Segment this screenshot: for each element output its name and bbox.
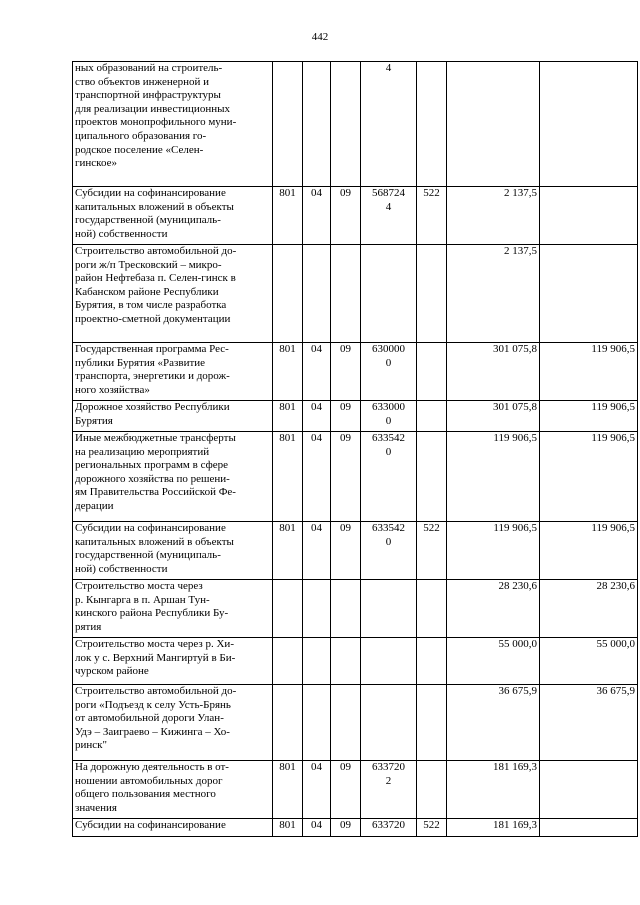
subsection-code-cell: 09 xyxy=(331,432,361,522)
amount-cell-1: 181 169,3 xyxy=(447,819,540,837)
expense-type-cell: 522 xyxy=(417,819,447,837)
grbs-code-cell: 801 xyxy=(273,401,303,432)
expense-type-cell xyxy=(417,62,447,187)
target-article-line: 4 xyxy=(385,62,392,74)
item-name-line: от автомобильной дороги Улан- xyxy=(75,712,224,725)
target-article-line: 568724 xyxy=(372,187,405,199)
item-name-line: государственной (муниципаль- xyxy=(75,549,221,562)
grbs-code-cell: 801 xyxy=(273,432,303,522)
item-name-line: проектно-сметной документации xyxy=(75,312,231,325)
page-number: 442 xyxy=(311,31,329,43)
target-article-cell xyxy=(361,187,417,245)
grbs-code-cell: 801 xyxy=(273,761,303,819)
subsection-code-cell xyxy=(331,245,361,343)
item-name-line: Строительство автомобильной до- xyxy=(75,685,237,697)
amount-cell-1: 36 675,9 xyxy=(447,685,540,761)
item-name-line: роги ж/п Тресковский – микро- xyxy=(75,258,222,271)
grbs-code-cell: 801 xyxy=(273,819,303,837)
item-name-line: региональных программ в сфере xyxy=(75,459,228,472)
table-row xyxy=(73,685,638,761)
item-name-line: Субсидии на софинансирование xyxy=(75,522,226,534)
section-code-cell xyxy=(303,685,331,761)
section-code-cell xyxy=(303,245,331,343)
item-name-line: Субсидии на софинансирование xyxy=(75,187,226,199)
subsection-code-cell: 09 xyxy=(331,522,361,580)
item-name-cell xyxy=(73,432,273,522)
amount-cell-2: 119 906,5 xyxy=(540,401,638,432)
target-article-cell xyxy=(361,580,417,638)
item-name-line: Государственная программа Рес- xyxy=(75,343,229,355)
grbs-code-cell: 801 xyxy=(273,343,303,401)
item-name-line: ной) собственности xyxy=(75,227,168,240)
target-article-cell xyxy=(361,401,417,432)
target-article-line: 633000 xyxy=(372,401,405,413)
item-name-line: Дорожное хозяйство Республики xyxy=(75,401,230,413)
item-name-line: транспорта, энергетики и дорож- xyxy=(75,370,230,383)
subsection-code-cell: 09 xyxy=(331,401,361,432)
amount-cell-1 xyxy=(447,62,540,187)
expense-type-cell xyxy=(417,245,447,343)
amount-cell-2: 36 675,9 xyxy=(540,685,638,761)
item-name-cell xyxy=(73,638,273,685)
item-name-line: рятия xyxy=(75,620,102,633)
amount-cell-1: 301 075,8 xyxy=(447,401,540,432)
item-name-cell xyxy=(73,761,273,819)
item-name-line: Удэ – Заиграево – Кижинга – Хо- xyxy=(75,725,230,738)
item-name-line: гинское» xyxy=(75,157,117,170)
target-article-line: 2 xyxy=(385,774,392,787)
amount-cell-1: 119 906,5 xyxy=(447,432,540,522)
item-name-cell xyxy=(73,187,273,245)
item-name-line: ношении автомобильных дорог xyxy=(75,774,223,787)
item-name-line: Бурятия, в том числе разработка xyxy=(75,299,227,312)
grbs-code-cell xyxy=(273,580,303,638)
target-article-cell xyxy=(361,761,417,819)
item-name-cell xyxy=(73,343,273,401)
expense-type-cell xyxy=(417,685,447,761)
grbs-code-cell: 801 xyxy=(273,522,303,580)
item-name-line: район Нефтебаза п. Селен-гинск в xyxy=(75,272,236,285)
subsection-code-cell xyxy=(331,638,361,685)
budget-table xyxy=(72,61,638,837)
section-code-cell: 04 xyxy=(303,401,331,432)
section-code-cell: 04 xyxy=(303,819,331,837)
subsection-code-cell: 09 xyxy=(331,819,361,837)
grbs-code-cell xyxy=(273,685,303,761)
subsection-code-cell xyxy=(331,62,361,187)
item-name-line: Бурятия xyxy=(75,414,113,427)
subsection-code-cell: 09 xyxy=(331,761,361,819)
grbs-code-cell xyxy=(273,62,303,187)
expense-type-cell xyxy=(417,432,447,522)
target-article-line: 633720 xyxy=(372,761,405,773)
target-article-cell xyxy=(361,685,417,761)
item-name-cell xyxy=(73,819,273,837)
item-name-line: дерации xyxy=(75,499,114,512)
item-name-cell xyxy=(73,580,273,638)
expense-type-cell xyxy=(417,638,447,685)
item-name-line: ринск" xyxy=(75,739,107,752)
item-name-cell xyxy=(73,245,273,343)
item-name-line: Кабанском районе Республики xyxy=(75,285,219,298)
subsection-code-cell xyxy=(331,580,361,638)
amount-cell-2: 55 000,0 xyxy=(540,638,638,685)
grbs-code-cell xyxy=(273,638,303,685)
target-article-cell xyxy=(361,245,417,343)
amount-cell-1: 2 137,5 xyxy=(447,187,540,245)
target-article-line: 0 xyxy=(385,414,392,427)
item-name-line: Строительство автомобильной до- xyxy=(75,245,237,257)
target-article-line: 4 xyxy=(385,200,392,213)
item-name-line: дорожного хозяйства по решени- xyxy=(75,472,230,485)
section-code-cell: 04 xyxy=(303,522,331,580)
amount-cell-2: 119 906,5 xyxy=(540,522,638,580)
item-name-line: роги «Подъезд к селу Усть-Брянь xyxy=(75,698,231,711)
item-name-line: лок у с. Верхний Мангиртуй в Би- xyxy=(75,651,236,664)
item-name-cell xyxy=(73,522,273,580)
target-article-line: 0 xyxy=(385,445,392,458)
target-article-cell xyxy=(361,638,417,685)
item-name-line: ного хозяйства» xyxy=(75,383,150,396)
table-row xyxy=(73,819,638,837)
item-name-line: проектов монопрофильного муни- xyxy=(75,116,237,129)
table-row xyxy=(73,187,638,245)
amount-cell-2: 28 230,6 xyxy=(540,580,638,638)
table-row xyxy=(73,62,638,187)
item-name-line: государственной (муниципаль- xyxy=(75,214,221,227)
amount-cell-1: 28 230,6 xyxy=(447,580,540,638)
item-name-line: кинского района Республики Бу- xyxy=(75,607,229,620)
subsection-code-cell: 09 xyxy=(331,187,361,245)
item-name-cell xyxy=(73,401,273,432)
item-name-line: ных образований на строитель- xyxy=(75,62,223,74)
amount-cell-2 xyxy=(540,62,638,187)
item-name-line: На дорожную деятельность в от- xyxy=(75,761,229,773)
section-code-cell xyxy=(303,638,331,685)
expense-type-cell: 522 xyxy=(417,522,447,580)
table-row xyxy=(73,245,638,343)
table-row xyxy=(73,401,638,432)
table-row xyxy=(73,522,638,580)
item-name-line: Строительство моста через р. Хи- xyxy=(75,638,234,650)
amount-cell-1: 301 075,8 xyxy=(447,343,540,401)
section-code-cell: 04 xyxy=(303,343,331,401)
target-article-line: 633542 xyxy=(372,432,405,444)
target-article-line: 630000 xyxy=(372,343,405,355)
item-name-line: капитальных вложений в объекты xyxy=(75,200,234,213)
target-article-cell xyxy=(361,62,417,187)
expense-type-cell xyxy=(417,761,447,819)
item-name-line: на реализацию мероприятий xyxy=(75,445,210,458)
amount-cell-1: 181 169,3 xyxy=(447,761,540,819)
amount-cell-2 xyxy=(540,187,638,245)
item-name-line: капитальных вложений в объекты xyxy=(75,535,234,548)
amount-cell-1: 119 906,5 xyxy=(447,522,540,580)
item-name-line: р. Кынгарга в п. Аршан Тун- xyxy=(75,593,210,606)
target-article-line: 0 xyxy=(385,356,392,369)
grbs-code-cell: 801 xyxy=(273,187,303,245)
item-name-line: транспортной инфраструктуры xyxy=(75,89,221,102)
item-name-line: значения xyxy=(75,801,117,814)
item-name-line: Строительство моста через xyxy=(75,580,203,592)
table-row xyxy=(73,761,638,819)
expense-type-cell xyxy=(417,401,447,432)
item-name-line: для реализации инвестиционных xyxy=(75,102,230,115)
item-name-line: ям Правительства Российской Фе- xyxy=(75,486,236,499)
subsection-code-cell: 09 xyxy=(331,343,361,401)
target-article-line: 633542 xyxy=(372,522,405,534)
item-name-line: чурском районе xyxy=(75,665,149,678)
item-name-line: публики Бурятия «Развитие xyxy=(75,356,206,369)
expense-type-cell xyxy=(417,580,447,638)
item-name-cell xyxy=(73,62,273,187)
target-article-line: 633720 xyxy=(372,819,405,831)
amount-cell-2: 119 906,5 xyxy=(540,432,638,522)
section-code-cell xyxy=(303,62,331,187)
amount-cell-2 xyxy=(540,245,638,343)
item-name-line: Иные межбюджетные трансферты xyxy=(75,432,236,444)
target-article-cell xyxy=(361,343,417,401)
section-code-cell: 04 xyxy=(303,187,331,245)
amount-cell-2 xyxy=(540,819,638,837)
target-article-cell xyxy=(361,432,417,522)
grbs-code-cell xyxy=(273,245,303,343)
section-code-cell: 04 xyxy=(303,432,331,522)
table-row xyxy=(73,638,638,685)
item-name-line: общего пользования местного xyxy=(75,788,216,801)
item-name-line: ной) собственности xyxy=(75,562,168,575)
section-code-cell: 04 xyxy=(303,761,331,819)
table-row xyxy=(73,343,638,401)
item-name-line: ципального образования го- xyxy=(75,129,207,142)
item-name-cell xyxy=(73,685,273,761)
target-article-cell xyxy=(361,522,417,580)
item-name-line: родское поселение «Селен- xyxy=(75,143,204,156)
table-row xyxy=(73,432,638,522)
table-row xyxy=(73,580,638,638)
item-name-line: ство объектов инженерной и xyxy=(75,75,210,88)
amount-cell-1: 55 000,0 xyxy=(447,638,540,685)
amount-cell-2 xyxy=(540,761,638,819)
item-name-line: Субсидии на софинансирование xyxy=(75,819,226,831)
target-article-line: 0 xyxy=(385,535,392,548)
section-code-cell xyxy=(303,580,331,638)
expense-type-cell: 522 xyxy=(417,187,447,245)
target-article-cell xyxy=(361,819,417,837)
expense-type-cell xyxy=(417,343,447,401)
amount-cell-2: 119 906,5 xyxy=(540,343,638,401)
subsection-code-cell xyxy=(331,685,361,761)
amount-cell-1: 2 137,5 xyxy=(447,245,540,343)
